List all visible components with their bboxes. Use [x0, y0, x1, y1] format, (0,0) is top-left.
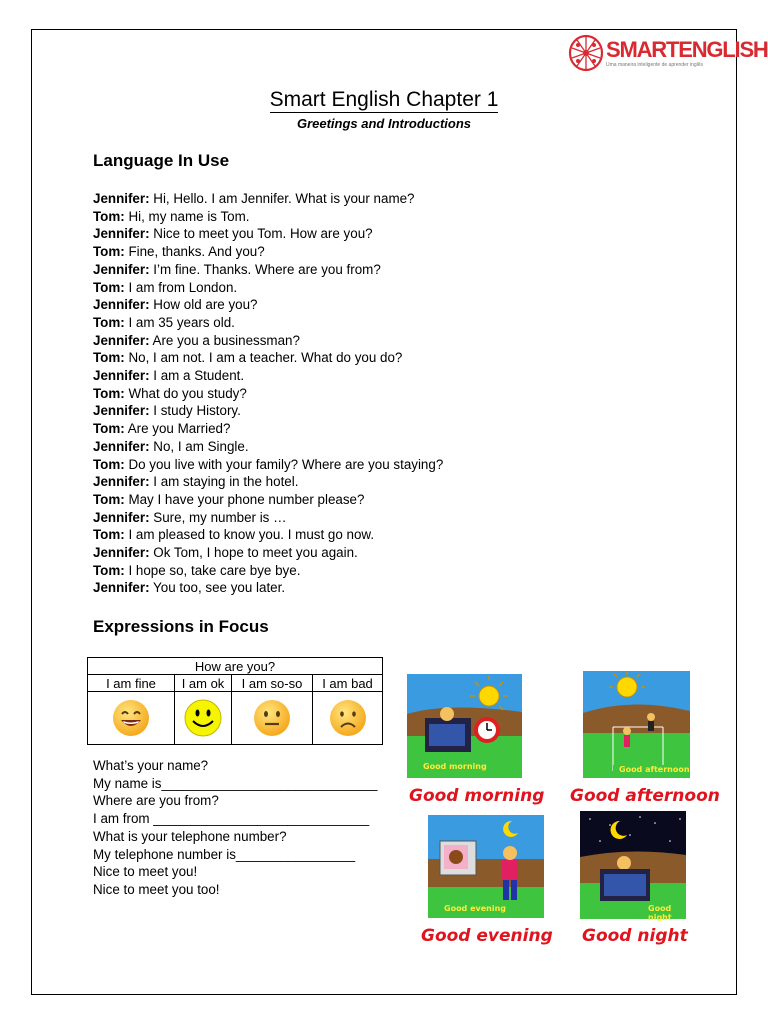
phrase-line: My telephone number is________________: [93, 846, 356, 862]
speaker-name: Tom:: [93, 456, 125, 472]
dialogue-text: Hi, my name is Tom.: [124, 208, 250, 224]
dialogue-text: Are you a businessman?: [149, 332, 300, 348]
dialogue-line: [93, 473, 513, 491]
phrase-line: What’s your name?: [93, 758, 209, 773]
good-morning-picture: [407, 674, 522, 778]
dialogue-text: May I have your phone number please?: [124, 491, 365, 507]
dialogue-text: Nice to meet you Tom. How are you?: [149, 226, 373, 242]
phrase-line: Where are you from?: [93, 793, 219, 809]
phrase-line: I am from _____________________________: [93, 811, 370, 827]
speaker-name: Jennifer:: [93, 474, 150, 490]
table-cell-soso-face: [232, 692, 313, 745]
good-morning-caption: Good morning: [409, 786, 545, 806]
table-cell-bad-face: [313, 692, 383, 745]
dialogue-line: [93, 296, 513, 314]
section-heading-expressions: Expressions in Focus: [93, 617, 269, 636]
dialogue-text: No, I am Single.: [149, 438, 249, 454]
speaker-name: Tom:: [93, 208, 125, 224]
table-cell-soso-label: I am so-so: [232, 675, 313, 692]
smart-english-logo: [568, 34, 768, 74]
speaker-name: Tom:: [93, 421, 125, 437]
dialogue-block: [93, 190, 513, 597]
good-afternoon-caption: Good afternoon: [570, 786, 720, 806]
speaker-name: Tom:: [93, 279, 125, 295]
speaker-name: Jennifer:: [93, 403, 150, 419]
dialogue-text: What do you study?: [124, 385, 247, 401]
dialogue-line: [93, 509, 513, 527]
dialogue-text: I hope so, take care bye bye.: [124, 562, 301, 578]
good-morning-picture-label: Good morning: [423, 762, 487, 771]
dialogue-text: Sure, my number is …: [149, 509, 287, 525]
phrases-list: [93, 757, 377, 899]
frowning-face-icon: [329, 699, 367, 737]
dialogue-line: [93, 314, 513, 332]
speaker-name: Tom:: [93, 491, 125, 507]
table-cell-ok-label: I am ok: [175, 675, 232, 692]
dialogue-text: I am from London.: [124, 279, 238, 295]
dialogue-line: [93, 579, 513, 597]
page-title-text: Smart English Chapter 1: [269, 88, 499, 111]
table-cell-fine-label: I am fine: [88, 675, 175, 692]
speaker-name: Tom:: [93, 350, 125, 366]
good-evening-caption: Good evening: [421, 926, 553, 946]
speaker-name: Jennifer:: [93, 332, 150, 348]
speaker-name: Jennifer:: [93, 226, 150, 242]
dialogue-text: Fine, thanks. And you?: [124, 244, 265, 260]
dialogue-text: I study History.: [149, 403, 241, 419]
speaker-name: Jennifer:: [93, 297, 150, 313]
dialogue-line: [93, 562, 513, 580]
dialogue-text: Do you live with your family? Where are you staying?: [124, 456, 444, 472]
dialogue-line: [93, 225, 513, 243]
dialogue-text: No, I am not. I am a teacher. What do you do?: [124, 350, 403, 366]
grinning-face-icon: [112, 699, 150, 737]
section-heading-language: Language In Use: [93, 151, 230, 170]
neutral-face-icon: [253, 699, 291, 737]
table-cell-ok-face: [175, 692, 232, 745]
dialogue-line: [93, 349, 513, 367]
dialogue-line: [93, 438, 513, 456]
dialogue-text: Are you Married?: [124, 421, 231, 437]
phrase-line: Nice to meet you!: [93, 864, 198, 880]
dialogue-line: [93, 208, 513, 226]
good-night-picture-label: Good night: [648, 904, 672, 922]
phrase-line: Nice to meet you too!: [93, 881, 220, 897]
table-cell-fine-face: [88, 692, 175, 745]
how-are-you-table: [87, 657, 383, 745]
dialogue-text: I am pleased to know you. I must go now.: [124, 527, 375, 543]
speaker-name: Jennifer:: [93, 368, 150, 384]
dialogue-text: You too, see you later.: [149, 580, 286, 596]
dialogue-line: [93, 385, 513, 403]
logo-tagline: Uma maneira inteligente de aprender inglês: [606, 62, 704, 68]
speaker-name: Jennifer:: [93, 509, 150, 525]
speaker-name: Jennifer:: [93, 191, 150, 206]
dialogue-line: [93, 261, 513, 279]
smiling-face-icon: [184, 699, 222, 737]
speaker-name: Tom:: [93, 385, 125, 401]
dialogue-text: Hi, Hello. I am Jennifer. What is your name?: [149, 191, 415, 206]
dialogue-line: [93, 402, 513, 420]
good-afternoon-picture: [583, 671, 690, 778]
dialogue-line: [93, 544, 513, 562]
dialogue-text: I’m fine. Thanks. Where are you from?: [149, 261, 381, 277]
dialogue-line: [93, 190, 513, 208]
speaker-name: Jennifer:: [93, 580, 150, 596]
logo-brand-text: SMARTENGLISH: [606, 37, 768, 62]
dialogue-text: I am 35 years old.: [124, 314, 235, 330]
speaker-name: Jennifer:: [93, 545, 150, 561]
speaker-name: Tom:: [93, 527, 125, 543]
table-cell-bad-label: I am bad: [313, 675, 383, 692]
good-night-caption: Good night: [582, 926, 688, 946]
speaker-name: Tom:: [93, 314, 125, 330]
good-afternoon-picture-label: Good afternoon: [619, 765, 690, 774]
dialogue-text: I am staying in the hotel.: [149, 474, 299, 490]
speaker-name: Jennifer:: [93, 438, 150, 454]
dialogue-line: [93, 279, 513, 297]
table-header: How are you?: [88, 658, 383, 675]
dialogue-line: [93, 491, 513, 509]
dialogue-line: [93, 526, 513, 544]
speaker-name: Tom:: [93, 244, 125, 260]
speaker-name: Jennifer:: [93, 261, 150, 277]
brain-logo-icon: [568, 34, 604, 72]
page-subtitle: Greetings and Introductions: [296, 116, 472, 131]
good-night-picture: [580, 811, 686, 922]
good-evening-picture: [428, 815, 544, 918]
dialogue-line: [93, 420, 513, 438]
dialogue-text: How old are you?: [149, 297, 258, 313]
good-evening-picture-label: Good evening: [444, 904, 506, 913]
phrase-line: What is your telephone number?: [93, 828, 287, 844]
dialogue-text: Ok Tom, I hope to meet you again.: [149, 545, 358, 561]
speaker-name: Tom:: [93, 562, 125, 578]
dialogue-line: [93, 243, 513, 261]
dialogue-text: I am a Student.: [149, 368, 245, 384]
page-title: [0, 88, 768, 112]
dialogue-line: [93, 332, 513, 350]
dialogue-line: [93, 367, 513, 385]
dialogue-line: [93, 456, 513, 474]
phrase-line: My name is_____________________________: [93, 775, 378, 791]
